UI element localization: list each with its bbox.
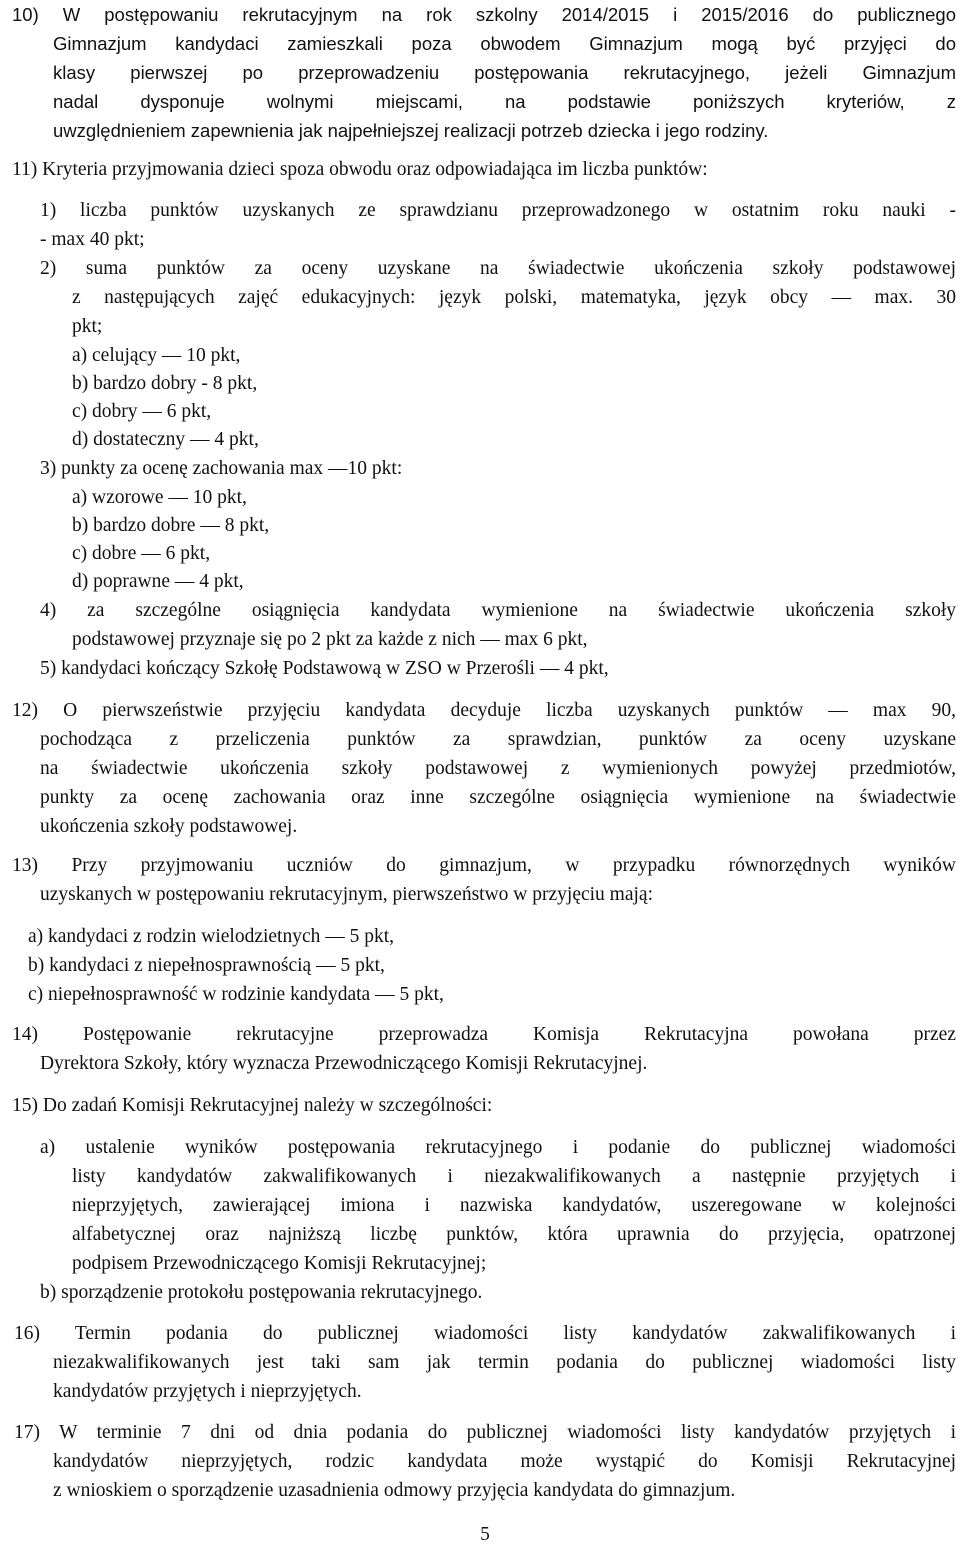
p10-line: uwzględnieniem zapewnienia jak najpełniejszej realizacji potrzeb dziecka i jego rodziny. (53, 120, 769, 141)
p17-line: 17) W terminie 7 dni od dnia podania do publicznej wiadomości listy kandydatów przyjętych i (14, 1422, 956, 1443)
p17-line: kandydatów nieprzyjętych, rodzic kandydata może wystąpić do Komisji Rekrutacyjnej (53, 1451, 956, 1472)
priority-item: b) kandydaci z niepełnosprawnością — 5 pkt, (28, 955, 385, 976)
p12-line: punkty za ocenę zachowania oraz inne szczególne osiągnięcia wymienione na świadectwie (40, 787, 956, 808)
p12-line: pochodząca z przeliczenia punktów za sprawdzian, punktów za oceny uzyskane (40, 729, 956, 750)
task-a-line: listy kandydatów zakwalifikowanych i niezakwalifikowanych a następnie przyjętych i (72, 1166, 956, 1187)
p16-line: niezakwalifikowanych jest taki sam jak termin podania do publicznej wiadomości listy (53, 1352, 956, 1373)
p11-heading: 11) Kryteria przyjmowania dzieci spoza obwodu oraz odpowiadająca im liczba punktów: (12, 159, 708, 180)
p16-line: 16) Termin podania do publicznej wiadomości listy kandydatów zakwalifikowanych i (14, 1323, 956, 1344)
criterion-1: 1) liczba punktów uzyskanych ze sprawdzianu przeprowadzonego w ostatnim roku nauki - (40, 200, 956, 221)
priority-item: a) kandydaci z rodzin wielodzietnych — 5 pkt, (28, 926, 395, 947)
task-a-line: podpisem Przewodniczącego Komisji Rekrutacyjnej; (72, 1253, 487, 1274)
criterion-2-cont: z następujących zajęć edukacyjnych: język polski, matematyka, język obcy — max. 30 (72, 287, 956, 308)
priority-item: c) niepełnosprawność w rodzinie kandydata — 5 pkt, (28, 984, 444, 1005)
p13-line: 13) Przy przyjmowaniu uczniów do gimnazjum, w przypadku równorzędnych wyników (12, 855, 956, 876)
grade-item: d) dostateczny — 4 pkt, (72, 429, 259, 450)
p13-line: uzyskanych w postępowaniu rekrutacyjnym, pierwszeństwo w przyjęciu mają: (40, 884, 653, 905)
task-a-line: nieprzyjętych, zawierającej imiona i nazwiska kandydatów, uszeregowane w kolejności (72, 1195, 956, 1216)
grade-item: a) celujący — 10 pkt, (72, 345, 241, 366)
criterion-2: 2) suma punktów za oceny uzyskane na świadectwie ukończenia szkoły podstawowej (40, 258, 956, 279)
behaviour-item: d) poprawne — 4 pkt, (72, 571, 244, 592)
p16-line: kandydatów przyjętych i nieprzyjętych. (53, 1381, 362, 1402)
criterion-1-cont: - max 40 pkt; (40, 229, 145, 250)
criterion-4: 4) za szczególne osiągnięcia kandydata wymienione na świadectwie ukończenia szkoły (40, 600, 956, 621)
criterion-5: 5) kandydaci kończący Szkołę Podstawową w ZSO w Przerośli — 4 pkt, (40, 658, 609, 679)
p12-line: 12) O pierwszeństwie przyjęciu kandydata decyduje liczba uzyskanych punktów — max 90, (12, 700, 956, 721)
task-b-line: b) sporządzenie protokołu postępowania rekrutacyjnego. (40, 1282, 483, 1303)
p15-heading: 15) Do zadań Komisji Rekrutacyjnej należy w szczególności: (12, 1095, 493, 1116)
criterion-2-cont: pkt; (72, 316, 103, 337)
behaviour-item: c) dobre — 6 pkt, (72, 543, 211, 564)
p12-line: ukończenia szkoły podstawowej. (40, 816, 298, 837)
p10-line: klasy pierwszej po przeprowadzeniu postępowania rekrutacyjnego, jeżeli Gimnazjum (53, 62, 956, 83)
behaviour-item: b) bardzo dobre — 8 pkt, (72, 515, 270, 536)
p17-line: z wnioskiem o sporządzenie uzasadnienia odmowy przyjęcia kandydata do gimnazjum. (53, 1480, 736, 1501)
p10-line: Gimnazjum kandydaci zamieszkali poza obwodem Gimnazjum mogą być przyjęci do (53, 33, 956, 54)
page-number: 5 (480, 1524, 490, 1545)
criterion-4-cont: podstawowej przyznaje się po 2 pkt za każde z nich — max 6 pkt, (72, 629, 588, 650)
behaviour-item: a) wzorowe — 10 pkt, (72, 487, 247, 508)
grade-item: b) bardzo dobry - 8 pkt, (72, 373, 258, 394)
task-a-line: a) ustalenie wyników postępowania rekrutacyjnego i podanie do publicznej wiadomości (40, 1137, 956, 1158)
p10-line: nadal dysponuje wolnymi miejscami, na podstawie poniższych kryteriów, z (53, 91, 956, 112)
p14-line: 14) Postępowanie rekrutacyjne przeprowadza Komisja Rekrutacyjna powołana przez (12, 1024, 956, 1045)
p10-line: 10) W postępowaniu rekrutacyjnym na rok szkolny 2014/2015 i 2015/2016 do publicznego (12, 4, 956, 25)
p14-line: Dyrektora Szkoły, który wyznacza Przewodniczącego Komisji Rekrutacyjnej. (40, 1053, 648, 1074)
criterion-3: 3) punkty za ocenę zachowania max —10 pkt: (40, 458, 403, 479)
grade-item: c) dobry — 6 pkt, (72, 401, 212, 422)
task-a-line: alfabetycznej oraz najniższą liczbę punktów, która uprawnia do przyjęcia, opatrzonej (72, 1224, 956, 1245)
p12-line: na świadectwie ukończenia szkoły podstawowej z wymienionych powyżej przedmiotów, (40, 758, 956, 779)
